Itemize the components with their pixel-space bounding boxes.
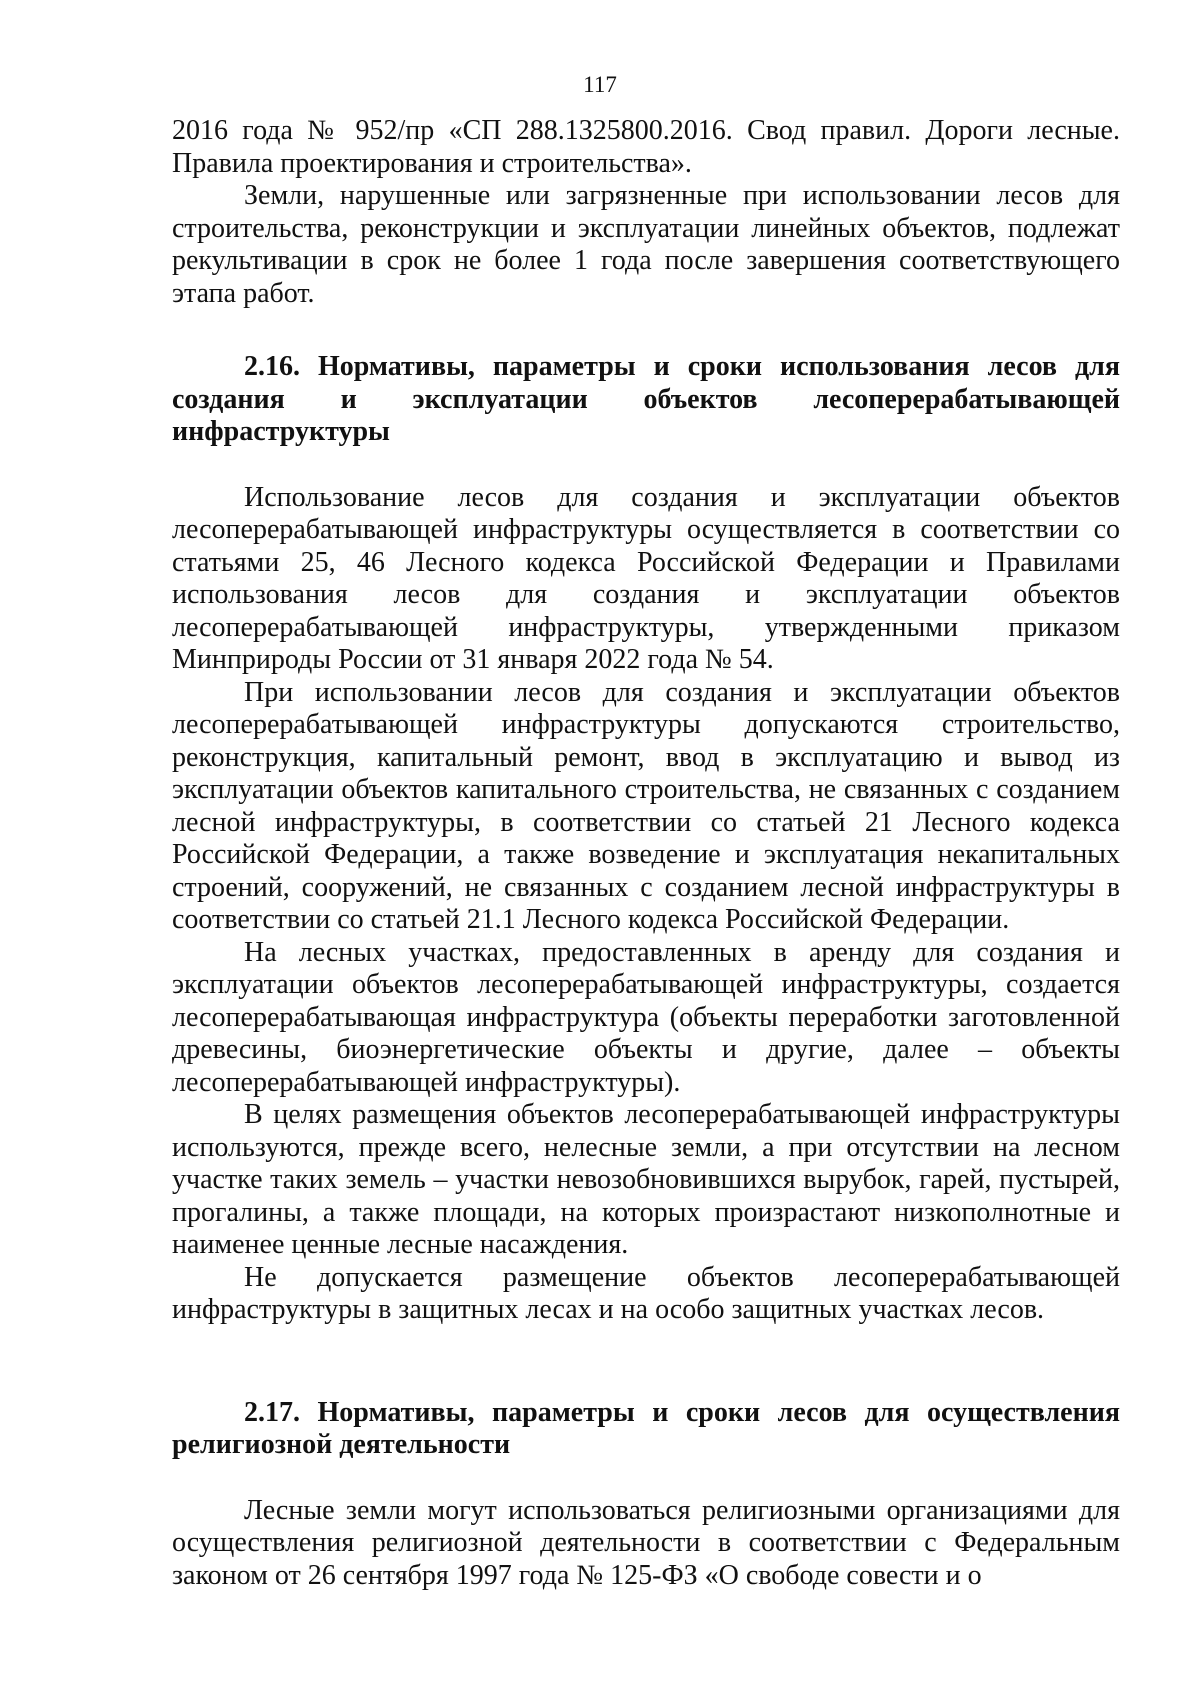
spacer — [172, 449, 1120, 482]
spacer — [172, 310, 1120, 351]
page-number: 117 — [583, 72, 617, 97]
paragraph-leased-plots: На лесных участках, предоставленных в аренду для создания и эксплуатации объектов лесоперерабатывающей инфраструктуры, создается лесоперерабатывающая инфраструктура (объекты переработки заготовленной древесины, биоэнергетические объекты и другие, далее – объекты лесоперерабатывающей инфраструктуры). — [172, 936, 1120, 1098]
paragraph-religious-use: Лесные земли могут использоваться религиозными организациями для осуществления религиозной деятельности в соответствии с Федеральным законом от 26 сентября 1997 года № 125-ФЗ «О свободе совести и о — [172, 1494, 1120, 1591]
paragraph-land-reclamation: Земли, нарушенные или загрязненные при использовании лесов для строительства, реконструкции и эксплуатации линейных объектов, подлежат рекультивации в срок не более 1 года после завершения соответствующего этапа работ. — [172, 180, 1120, 309]
paragraph-forest-use-basis: Использование лесов для создания и эксплуатации объектов лесоперерабатывающей инфраструктуры осуществляется в соответствии со статьями 25, 46 Лесного кодекса Российской Федерации и Правилами использования лесов для создания и эксплуатации объектов лесоперерабатывающей инфраструктуры, утвержденными приказом Минприроды России от 31 января 2022 года № 54. — [172, 481, 1120, 675]
paragraph-placement-prohibited: Не допускается размещение объектов лесоперерабатывающей инфраструктуры в защитных лесах и на особо защитных участках лесов. — [172, 1261, 1120, 1325]
section-heading-2-16: 2.16. Нормативы, параметры и сроки использования лесов для создания и эксплуатации объектов лесоперерабатывающей инфраструктуры — [172, 351, 1120, 447]
spacer — [172, 1462, 1120, 1495]
paragraph-construction-permitted: При использовании лесов для создания и эксплуатации объектов лесоперерабатывающей инфраструктуры допускаются строительство, реконструкция, капитальный ремонт, ввод в эксплуатацию и вывод из эксплуатации объектов капитального строительства, не связанных с созданием лесной инфраструктуры, в соответствии со статьей 21 Лесного кодекса Российской Федерации, а также возведение и эксплуатация некапитальных строений, сооружений, не связанных с созданием лесной инфраструктуры в соответствии со статьей 21.1 Лесного кодекса Российской Федерации. — [172, 676, 1120, 935]
spacer — [172, 1327, 1120, 1397]
paragraph-continuation: 2016 года № 952/пр «СП 288.1325800.2016. Свод правил. Дороги лесные. Правила проектирования и строительства». — [172, 115, 1120, 179]
paragraph-placement-priority: В целях размещения объектов лесоперерабатывающей инфраструктуры используются, прежде всего, нелесные земли, а при отсутствии на лесном участке таких земель – участки невозобновившихся вырубок, гарей, пустырей, прогалины, а также площади, на которых произрастают низкополнотные и наименее ценные лесные насаждения. — [172, 1099, 1120, 1260]
section-heading-2-17: 2.17. Нормативы, параметры и сроки лесов для осуществления религиозной деятельности — [172, 1396, 1120, 1460]
document-body — [172, 115, 1120, 1592]
